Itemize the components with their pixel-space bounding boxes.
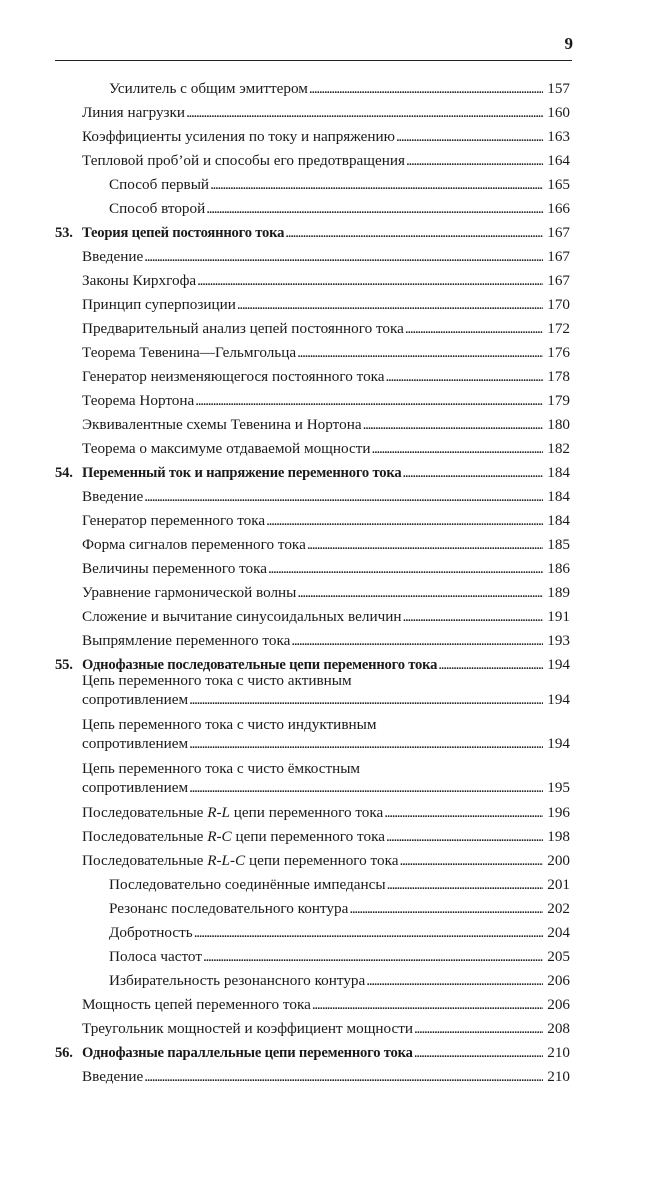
toc-page-number: 208 bbox=[547, 1020, 570, 1037]
toc-page-number: 191 bbox=[547, 608, 570, 625]
dot-leader bbox=[402, 608, 543, 626]
toc-page-number: 182 bbox=[547, 440, 570, 457]
dot-leader bbox=[399, 852, 543, 870]
dot-leader bbox=[144, 1068, 543, 1086]
toc-entry bbox=[82, 1020, 570, 1038]
toc-entry bbox=[109, 972, 570, 990]
toc-page-number: 210 bbox=[547, 1068, 570, 1085]
toc-entry bbox=[82, 672, 570, 709]
toc-page-number: 184 bbox=[547, 488, 570, 505]
toc-entry-title-wrap bbox=[82, 828, 385, 846]
toc-entry bbox=[82, 828, 570, 846]
toc-page-number: 202 bbox=[547, 900, 570, 917]
toc-entry-title: Форма сигналов переменного тока bbox=[82, 536, 306, 553]
dot-leader bbox=[363, 416, 544, 434]
dot-leader bbox=[387, 876, 544, 894]
toc-entry-title: Последовательные bbox=[82, 804, 208, 821]
dot-leader bbox=[203, 948, 543, 966]
toc-entry-title: Усилитель с общим эмиттером bbox=[109, 80, 308, 97]
dot-leader bbox=[406, 152, 543, 170]
toc-entry bbox=[109, 176, 570, 194]
dot-leader bbox=[195, 392, 543, 410]
toc-page-number: 172 bbox=[547, 320, 570, 337]
toc-entry-title-wrap bbox=[109, 948, 202, 966]
toc-entry-title-wrap bbox=[82, 1020, 413, 1038]
toc-entry-title: Мощность цепей переменного тока bbox=[82, 996, 311, 1013]
chapter-number: 53. bbox=[55, 225, 73, 241]
toc-entry bbox=[82, 512, 570, 530]
toc-page-number: 165 bbox=[547, 176, 570, 193]
toc-page-number: 201 bbox=[547, 876, 570, 893]
toc-page-number: 205 bbox=[547, 948, 570, 965]
toc-entry bbox=[82, 440, 570, 458]
toc-entry bbox=[82, 996, 570, 1014]
dot-leader bbox=[268, 560, 543, 578]
dot-leader bbox=[285, 224, 543, 242]
toc-page-number: 210 bbox=[547, 1044, 570, 1061]
toc-entry-title-wrap bbox=[82, 779, 188, 797]
toc-entry-title-wrap bbox=[82, 272, 196, 290]
toc-chapter-entry bbox=[55, 464, 570, 482]
toc-entry bbox=[109, 876, 570, 894]
toc-entry-title-wrap bbox=[82, 320, 404, 338]
toc-entry bbox=[82, 536, 570, 554]
toc-page-number: 184 bbox=[547, 464, 570, 481]
dot-leader bbox=[297, 344, 543, 362]
toc-page-number: 167 bbox=[547, 248, 570, 265]
dot-leader bbox=[402, 464, 543, 482]
toc-entry bbox=[82, 320, 570, 338]
toc-entry-title-wrap bbox=[82, 128, 395, 146]
toc-entry-title-wrap bbox=[82, 248, 143, 266]
toc-entry-title: Переменный ток и напряжение переменного тока bbox=[82, 465, 402, 481]
toc-entry-title-wrap bbox=[82, 344, 296, 362]
toc-page-number: 204 bbox=[547, 924, 570, 941]
toc-entry bbox=[82, 392, 570, 410]
toc-entry bbox=[82, 852, 570, 870]
toc-entry bbox=[82, 716, 570, 753]
dot-leader bbox=[297, 584, 543, 602]
toc-entry-title-wrap bbox=[82, 608, 401, 626]
toc-entry-title: Избирательность резонансного контура bbox=[109, 972, 366, 989]
toc-entry-title: Цепь переменного тока с чисто ёмкостным bbox=[82, 760, 361, 777]
dot-leader bbox=[144, 488, 543, 506]
toc-entry-title: Сложение и вычитание синусоидальных величин bbox=[82, 608, 402, 625]
toc-entry-title: Уравнение гармонической волны bbox=[82, 584, 297, 601]
toc-page-number: 176 bbox=[547, 344, 570, 361]
toc-entry bbox=[82, 416, 570, 434]
dot-leader bbox=[386, 368, 544, 386]
toc-entry-title: Введение bbox=[82, 248, 144, 265]
toc-entry-title: Однофазные последовательные цепи переменного тока bbox=[82, 657, 438, 673]
toc-entry-title-wrap bbox=[109, 972, 365, 990]
toc-entry-title-wrap bbox=[82, 440, 370, 458]
toc-entry-title: Принцип суперпозиции bbox=[82, 296, 236, 313]
toc-entry-title-wrap bbox=[109, 80, 308, 98]
dot-leader bbox=[349, 900, 543, 918]
toc-entry-title-wrap bbox=[82, 152, 405, 170]
toc-entry bbox=[82, 608, 570, 626]
dot-leader bbox=[197, 272, 543, 290]
toc-page-number: 186 bbox=[547, 560, 570, 577]
toc-entry bbox=[109, 924, 570, 942]
toc-entry bbox=[82, 104, 570, 122]
toc-page-number: 195 bbox=[547, 779, 570, 796]
toc-entry-title-italic: R-L bbox=[207, 804, 230, 821]
toc-entry bbox=[109, 80, 570, 98]
toc-entry-title: Теория цепей постоянного тока bbox=[82, 225, 285, 241]
toc-entry-title-wrap bbox=[55, 224, 284, 242]
toc-entry-title-wrap bbox=[82, 512, 265, 530]
toc-page-number: 157 bbox=[547, 80, 570, 97]
dot-leader bbox=[189, 735, 543, 753]
toc-page-number: 160 bbox=[547, 104, 570, 121]
toc-entry bbox=[82, 584, 570, 602]
dot-leader bbox=[186, 104, 543, 122]
toc-entry-title: Теорема Тевенина—Гельмгольца bbox=[82, 344, 297, 361]
toc-entry bbox=[82, 344, 570, 362]
toc-page-number: 185 bbox=[547, 536, 570, 553]
toc-entry-title-wrap bbox=[55, 464, 401, 482]
toc-entry-title-wrap bbox=[82, 488, 143, 506]
toc-entry-title: Полоса частот bbox=[109, 948, 202, 965]
toc-entry-title-wrap bbox=[82, 560, 267, 578]
toc-page-number: 206 bbox=[547, 996, 570, 1013]
toc-entry bbox=[82, 560, 570, 578]
toc-page-number: 206 bbox=[547, 972, 570, 989]
toc-page-number: 179 bbox=[547, 392, 570, 409]
toc-page-number: 170 bbox=[547, 296, 570, 313]
toc-page-number: 194 bbox=[547, 735, 570, 752]
toc-entry bbox=[82, 760, 570, 797]
dot-leader bbox=[210, 176, 543, 194]
toc-entry bbox=[82, 488, 570, 506]
toc-entry-title: Треугольник мощностей и коэффициент мощности bbox=[82, 1020, 413, 1037]
toc-entry-title-wrap bbox=[109, 900, 348, 918]
toc-entry-title-wrap bbox=[82, 996, 311, 1014]
toc-entry-title-wrap bbox=[82, 735, 188, 753]
dot-leader bbox=[206, 200, 543, 218]
toc-entry bbox=[109, 900, 570, 918]
toc-entry bbox=[109, 200, 570, 218]
dot-leader bbox=[371, 440, 543, 458]
toc-entry-title-wrap bbox=[82, 536, 306, 554]
toc-entry-title: Линия нагрузки bbox=[82, 104, 186, 121]
page-number: 9 bbox=[564, 34, 573, 53]
toc-entry-title-wrap bbox=[82, 852, 398, 870]
toc-entry-title-wrap bbox=[109, 924, 193, 942]
toc-entry-title-wrap bbox=[109, 176, 209, 194]
toc-entry-title-wrap bbox=[55, 1044, 413, 1062]
toc-chapter-entry bbox=[55, 1044, 570, 1062]
toc-entry-title: Последовательные bbox=[82, 828, 208, 845]
toc-entry bbox=[82, 128, 570, 146]
dot-leader bbox=[366, 972, 543, 990]
toc-entry-title: Выпрямление переменного тока bbox=[82, 632, 291, 649]
toc-entry-title: Однофазные параллельные цепи переменного тока bbox=[82, 1045, 413, 1061]
dot-leader bbox=[237, 296, 543, 314]
toc-entry-title-wrap bbox=[82, 368, 385, 386]
toc-entry-title: Введение bbox=[82, 488, 144, 505]
toc-page-number: 180 bbox=[547, 416, 570, 433]
dot-leader bbox=[312, 996, 543, 1014]
toc-entry bbox=[82, 368, 570, 386]
toc-page-number: 189 bbox=[547, 584, 570, 601]
toc-entry-title: цепи переменного тока bbox=[245, 852, 399, 869]
toc-entry-title: Генератор переменного тока bbox=[82, 512, 266, 529]
toc-entry-title: Тепловой проб’ой и способы его предотвращения bbox=[82, 152, 405, 169]
toc-entry bbox=[82, 296, 570, 314]
toc-page-number: 167 bbox=[547, 224, 570, 241]
chapter-number: 56. bbox=[55, 1045, 73, 1061]
toc-entry bbox=[82, 632, 570, 650]
toc-entry-title-wrap bbox=[82, 296, 236, 314]
toc-entry-title-wrap bbox=[82, 584, 296, 602]
toc-entry bbox=[82, 152, 570, 170]
toc-entry-title: Цепь переменного тока с чисто активным bbox=[82, 672, 352, 689]
toc-entry-title-wrap bbox=[109, 876, 386, 894]
toc-entry-title: Законы Кирхгофа bbox=[82, 272, 197, 289]
toc-page-number: 166 bbox=[547, 200, 570, 217]
toc-entry bbox=[82, 248, 570, 266]
toc-page-number: 163 bbox=[547, 128, 570, 145]
toc-entry-title-continued: сопротивлением bbox=[82, 691, 189, 708]
dot-leader bbox=[307, 536, 543, 554]
toc-entry-title-continued: сопротивлением bbox=[82, 779, 189, 796]
toc-entry bbox=[109, 948, 570, 966]
toc-entry-title: Величины переменного тока bbox=[82, 560, 268, 577]
toc-entry-title: Цепь переменного тока с чисто индуктивным bbox=[82, 716, 377, 733]
toc-page-number: 167 bbox=[547, 272, 570, 289]
dot-leader bbox=[189, 691, 543, 709]
toc-entry-title: Последовательно соединённые импедансы bbox=[109, 876, 386, 893]
toc-page-number: 184 bbox=[547, 512, 570, 529]
toc-entry-title-wrap bbox=[109, 200, 205, 218]
toc-entry-title: Введение bbox=[82, 1068, 144, 1085]
toc-entry-title: Теорема Нортона bbox=[82, 392, 195, 409]
toc-entry-title-continued: сопротивлением bbox=[82, 735, 189, 752]
chapter-number: 55. bbox=[55, 657, 73, 673]
toc-entry-title: Способ второй bbox=[109, 200, 206, 217]
chapter-number: 54. bbox=[55, 465, 73, 481]
toc-entry-title-wrap bbox=[82, 1068, 143, 1086]
dot-leader bbox=[396, 128, 543, 146]
dot-leader bbox=[386, 828, 543, 846]
dot-leader bbox=[291, 632, 543, 650]
toc-entry-title: Последовательные bbox=[82, 852, 208, 869]
toc-page-number: 164 bbox=[547, 152, 570, 169]
toc-entry-title: Способ первый bbox=[109, 176, 210, 193]
toc-entry-title-wrap bbox=[82, 392, 194, 410]
toc-entry-title: Предварительный анализ цепей постоянного тока bbox=[82, 320, 404, 337]
toc-entry-title: Генератор неизменяющегося постоянного тока bbox=[82, 368, 385, 385]
toc-entry-title-wrap bbox=[82, 416, 362, 434]
toc-chapter-entry bbox=[55, 224, 570, 242]
toc-entry-title-wrap bbox=[82, 104, 185, 122]
toc-entry-title: Эквивалентные схемы Тевенина и Нортона bbox=[82, 416, 362, 433]
toc-entry-title: Резонанс последовательного контура bbox=[109, 900, 349, 917]
toc-page-number: 194 bbox=[547, 656, 570, 673]
dot-leader bbox=[384, 804, 543, 822]
toc-page-number: 200 bbox=[547, 852, 570, 869]
dot-leader bbox=[144, 248, 543, 266]
toc-entry-title-wrap bbox=[82, 804, 383, 822]
toc-entry-title: цепи переменного тока bbox=[231, 828, 385, 845]
toc-entry bbox=[82, 804, 570, 822]
toc-entry-title: цепи переменного тока bbox=[229, 804, 384, 821]
toc-page-number: 196 bbox=[547, 804, 570, 821]
toc-page-number: 193 bbox=[547, 632, 570, 649]
toc-entry bbox=[82, 1068, 570, 1086]
dot-leader bbox=[266, 512, 543, 530]
toc-entry-title-wrap bbox=[82, 691, 188, 709]
toc-entry-title: Теорема о максимуме отдаваемой мощности bbox=[82, 440, 371, 457]
dot-leader bbox=[405, 320, 543, 338]
toc-entry-title-italic: R-C bbox=[207, 828, 232, 845]
dot-leader bbox=[414, 1020, 543, 1038]
dot-leader bbox=[309, 80, 543, 98]
dot-leader bbox=[189, 779, 543, 797]
toc-page-number: 194 bbox=[547, 691, 570, 708]
dot-leader bbox=[414, 1044, 544, 1062]
toc-entry-title-wrap bbox=[82, 632, 290, 650]
toc-entry-title-italic: R-L-C bbox=[207, 852, 246, 869]
dot-leader bbox=[194, 924, 544, 942]
toc-entry-title: Коэффициенты усиления по току и напряжению bbox=[82, 128, 395, 145]
toc-page-number: 198 bbox=[547, 828, 570, 845]
toc-entry-title: Добротность bbox=[109, 924, 193, 941]
toc-page-number: 178 bbox=[547, 368, 570, 385]
toc-entry bbox=[82, 272, 570, 290]
